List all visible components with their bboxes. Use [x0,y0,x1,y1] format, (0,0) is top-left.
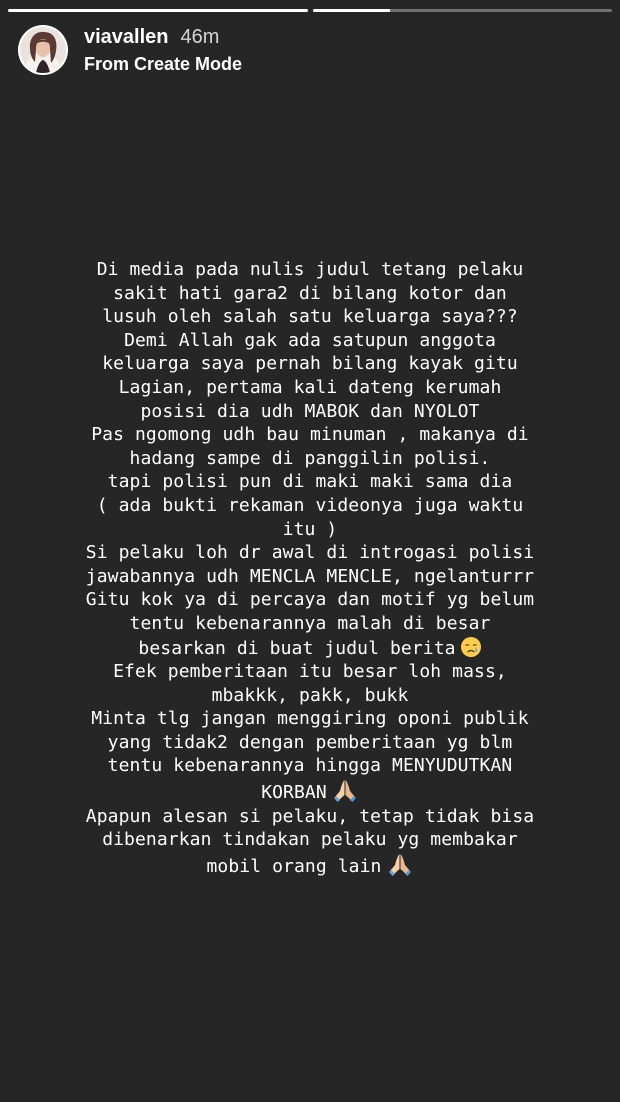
text-line-with-emoji [20,778,600,805]
story-progress-bar [8,9,612,12]
text-line: dibenarkan tindakan pelaku yg membakar [102,829,518,851]
text-line: sakit hati gara2 di bilang kotor dan [113,282,507,304]
text-line: itu ) [282,518,338,540]
text-line: Si pelaku loh dr awal di introgasi polisi [85,542,535,564]
text-line-with-emoji [20,852,600,879]
text-line: Gitu kok ya di percaya dan motif yg belum [85,589,535,611]
story-text [20,258,600,878]
story-meta [84,26,242,75]
text-line: tentu kebenarannya hingga MENYUDUTKAN [107,755,513,777]
text-line: tapi polisi pun di maki maki sama dia [107,471,513,493]
text-line: lusuh oleh salah satu keluarga saya??? [102,306,518,328]
text-line: yang tidak2 dengan pemberitaan yg blm [107,731,513,753]
progress-segment-1 [8,9,308,12]
text-line: KORBAN [261,782,327,804]
text-line: keluarga saya pernah bilang kayak gitu [102,353,518,375]
avatar[interactable] [18,25,68,75]
text-line: tentu kebenarannya malah di besar [129,612,491,634]
story-timestamp: 46m [180,25,220,48]
text-line: Efek pemberitaan itu besar loh mass, [113,661,507,683]
story-header [18,22,602,78]
text-line: mobil orang lain [206,855,382,877]
text-line-with-emoji [20,636,600,661]
folded-hands-icon [331,778,359,802]
text-line: Pas ngomong udh bau minuman , makanya di [91,424,529,446]
username[interactable]: viavallen [84,25,169,48]
text-line: posisi dia udh MABOK dan NYOLOT [140,400,480,422]
folded-hands-icon [386,852,414,876]
text-line: Apapun alesan si pelaku, tetap tidak bisa [85,805,535,827]
text-line: mbakkk, pakk, bukk [211,684,409,706]
text-line: Di media pada nulis judul tetang pelaku [96,259,524,280]
avatar-image [20,27,66,73]
text-line: ( ada bukti rekaman videonya juga waktu [96,494,524,516]
progress-segment-2 [313,9,613,12]
text-line: Lagian, pertama kali dateng kerumah [118,376,502,398]
crying-face-icon [460,636,482,658]
text-line: Minta tlg jangan menggiring oponi publik [91,708,529,730]
text-line: jawabannya udh MENCLA MENCLE, ngelanturrr [85,565,535,587]
text-line: besarkan di buat judul berita [138,637,456,659]
text-line: Demi Allah gak ada satupun anggota [124,329,496,351]
story-source-label: From Create Mode [84,53,243,74]
text-line: hadang sampe di panggilin polisi. [129,447,491,469]
